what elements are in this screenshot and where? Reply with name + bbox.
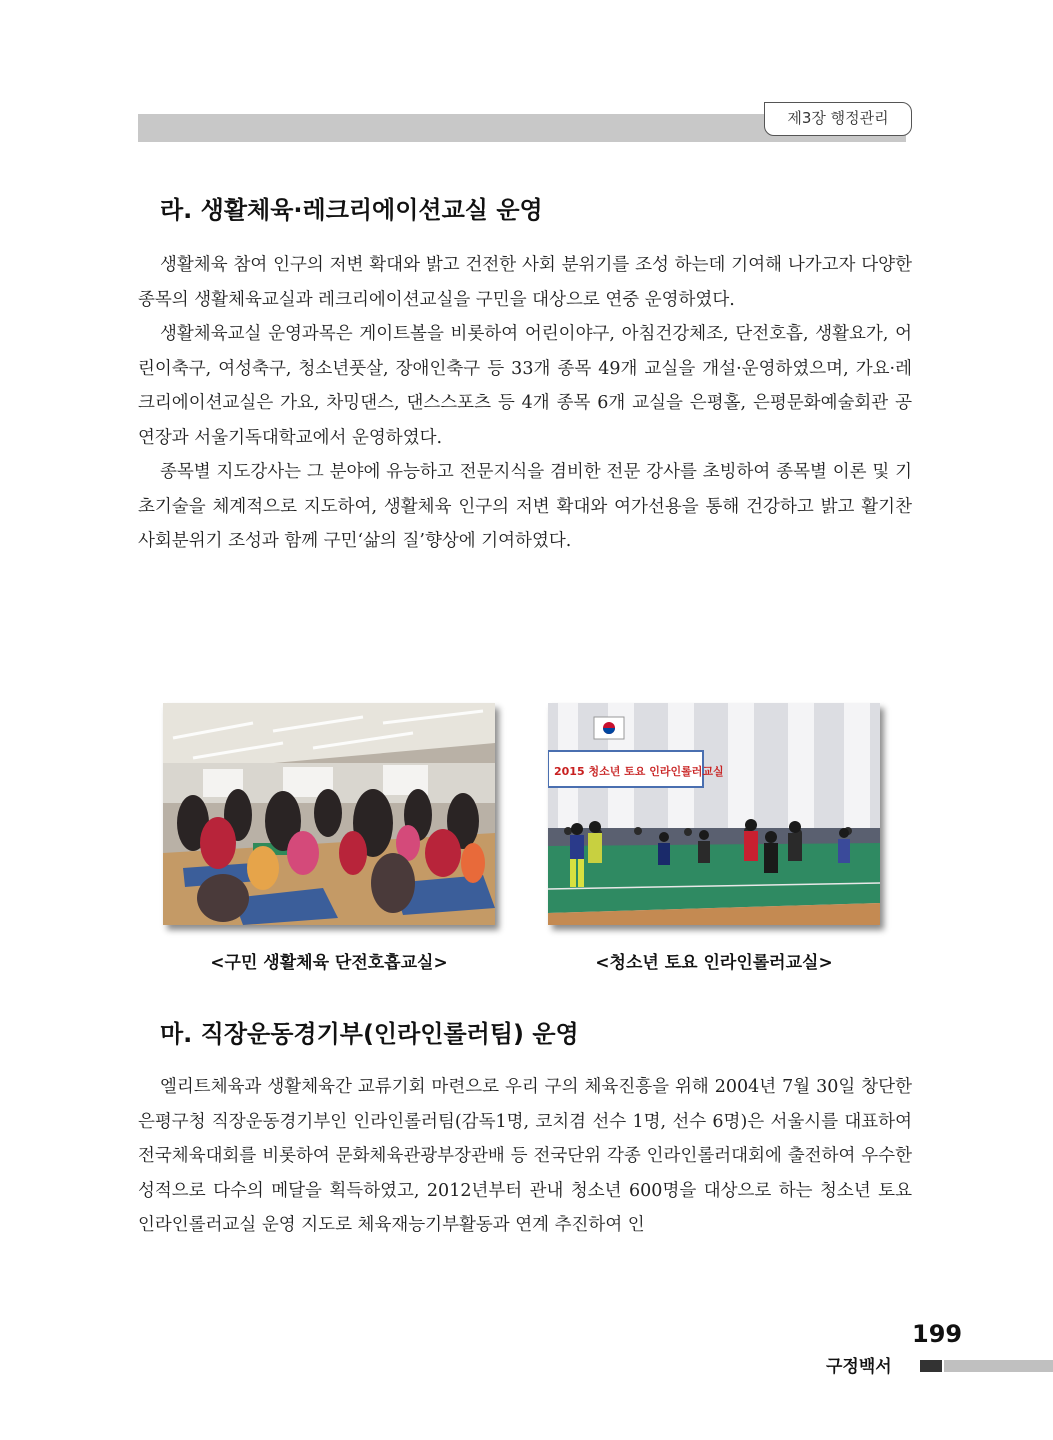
- section-ra-paragraph-1: 생활체육 참여 인구의 저변 확대와 밝고 건전한 사회 분위기를 조성 하는데 기여해 나가고자 다양한 종목의 생활체육교실과 레크리에이션교실을 구민을 대상으로 연중 운영하였다.: [138, 255, 912, 310]
- footer-bar-light: [944, 1360, 1053, 1372]
- section-ma-title: 마. 직장운동경기부(인라인롤러팀) 운영: [160, 1020, 579, 1048]
- section-ra-paragraph-2: 생활체육교실 운영과목은 게이트볼을 비롯하여 어린이야구, 아침건강체조, 단전호흡, 생활요가, 어린이축구, 여성축구, 청소년풋살, 장애인축구 등 33개 종목 49개 교실을 개설·운영하였으며, 가요·레크리에이션교실은 가요, 차밍댄스, 댄스스포츠 등 4개 종목 6개 교실을 은평홀, 은평문화예술회관 공연장과 서울기독대학교에서 운영하였다.: [138, 324, 912, 448]
- chapter-tab: 제3장 행정관리: [764, 102, 912, 136]
- section-ma-body: [138, 1070, 912, 1243]
- caption-left: <구민 생활체육 단전호흡교실>: [210, 953, 448, 973]
- caption-right: <청소년 토요 인라인롤러교실>: [595, 953, 833, 973]
- section-ra-title: 라. 생활체육·레크리에이션교실 운영: [160, 196, 543, 224]
- footer-bar-dark: [920, 1360, 942, 1372]
- book-title: 구정백서: [826, 1357, 892, 1377]
- photo-inline-roller-class: [548, 703, 880, 925]
- section-ra-paragraph-3: 종목별 지도강사는 그 분야에 유능하고 전문지식을 겸비한 전문 강사를 초빙하여 종목별 이론 및 기초기술을 체계적으로 지도하여, 생활체육 인구의 저변 확대와 여가선용을 통해 건강하고 밝고 활기찬 사회분위기 조성과 함께 구민‘삶의 질’향상에 기여하였다.: [138, 462, 912, 551]
- photo-breathing-class: [163, 703, 495, 925]
- section-ra-body: [138, 248, 912, 559]
- section-ma-paragraph-1: 엘리트체육과 생활체육간 교류기회 마련으로 우리 구의 체육진흥을 위해 2004년 7월 30일 창단한 은평구청 직장운동경기부인 인라인롤러팀(감독1명, 코치겸 선수 1명, 선수 6명)은 서울시를 대표하여 전국체육대회를 비롯하여 문화체육관광부장관배 등 전국단위 각종 인라인롤러대회에 출전하여 우수한 성적으로 다수의 메달을 획득하였고, 2012년부터 관내 청소년 600명을 대상으로 하는 청소년 토요 인라인롤러교실 운영 지도로 체육재능기부활동과 연계 추진하여 인: [138, 1077, 912, 1235]
- banner-text: 2015 청소년 토요 인라인롤러교실: [554, 765, 724, 778]
- page-number: 199: [912, 1320, 963, 1348]
